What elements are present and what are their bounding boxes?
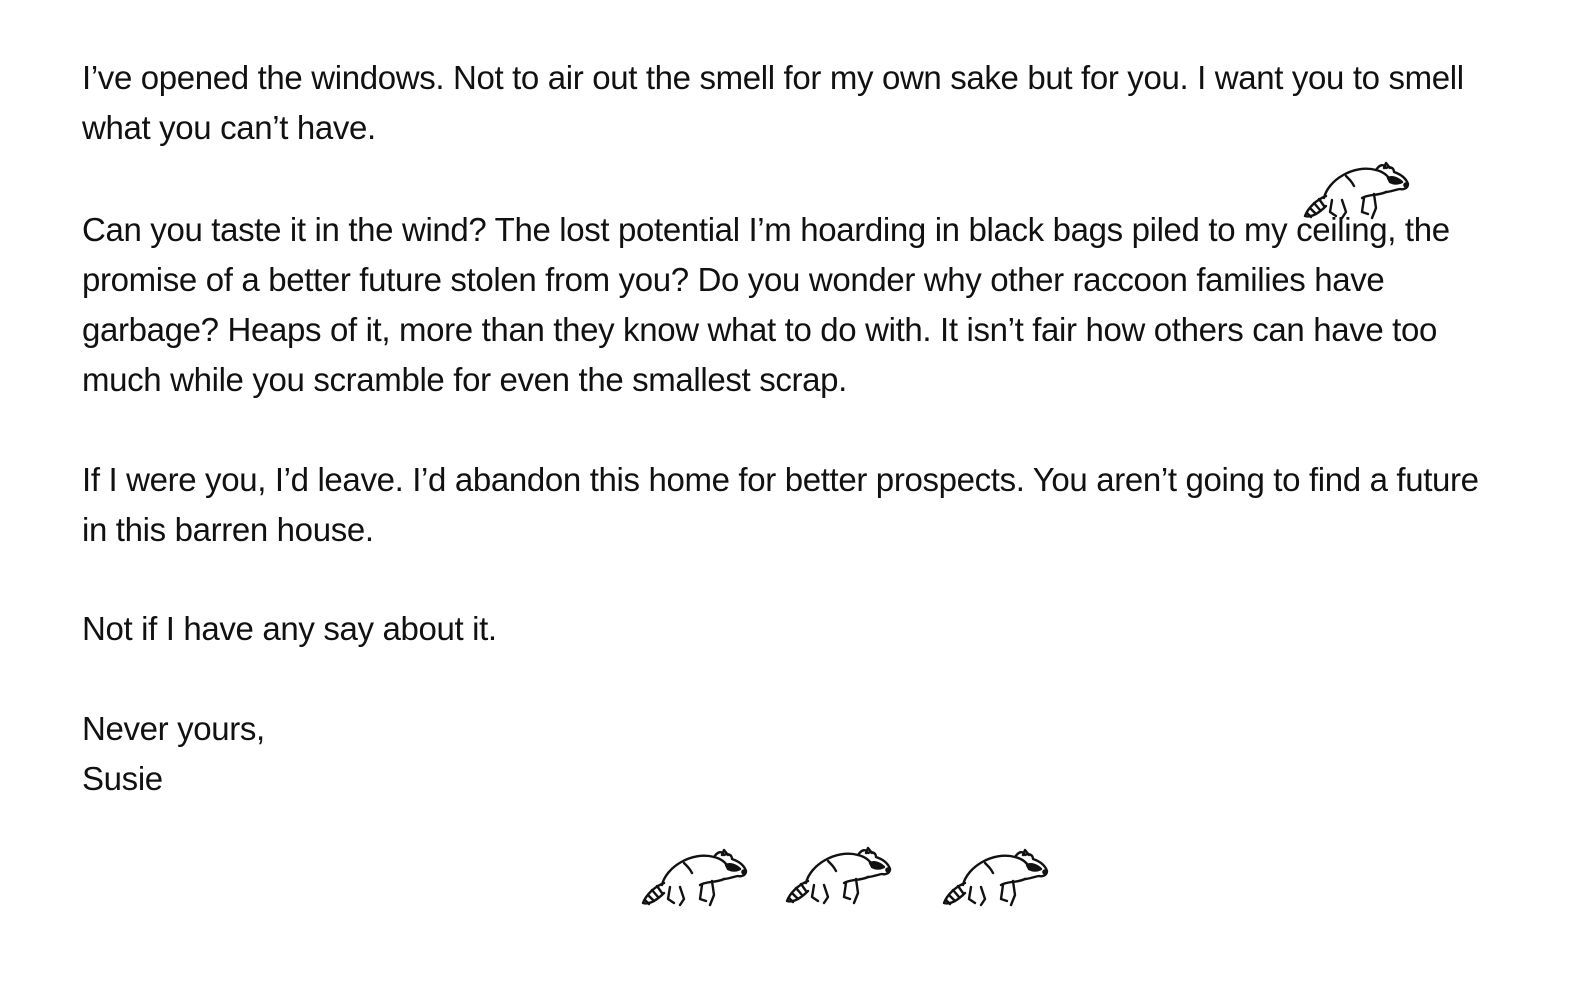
raccoon-icon [941,847,1049,913]
letter-paragraph-4: Not if I have any say about it. [82,610,497,647]
letter-paragraph-3: If I were you, I’d leave. I’d abandon this home for better prospects. You aren’t going to find a future in this barren house. [82,461,1479,548]
letter-paragraph-1: I’ve opened the windows. Not to air out the smell for my own sake but for you. I want you to smell what you can’t have. [82,59,1464,146]
letter-signature: Susie [82,760,163,797]
letter-paragraph-2: Can you taste it in the wind? The lost potential I’m hoarding in black bags piled to my ceiling, the promise of a better future stolen from you? Do you wonder why other raccoon families have garbage? Heaps of it, more than they know what to do with. It isn’t fair how others can have too much while you scramble for even the smallest scrap. [82,211,1450,398]
letter-closing: Never yours, [82,710,265,747]
raccoon-icon [784,845,892,911]
raccoon-icon [640,847,748,913]
